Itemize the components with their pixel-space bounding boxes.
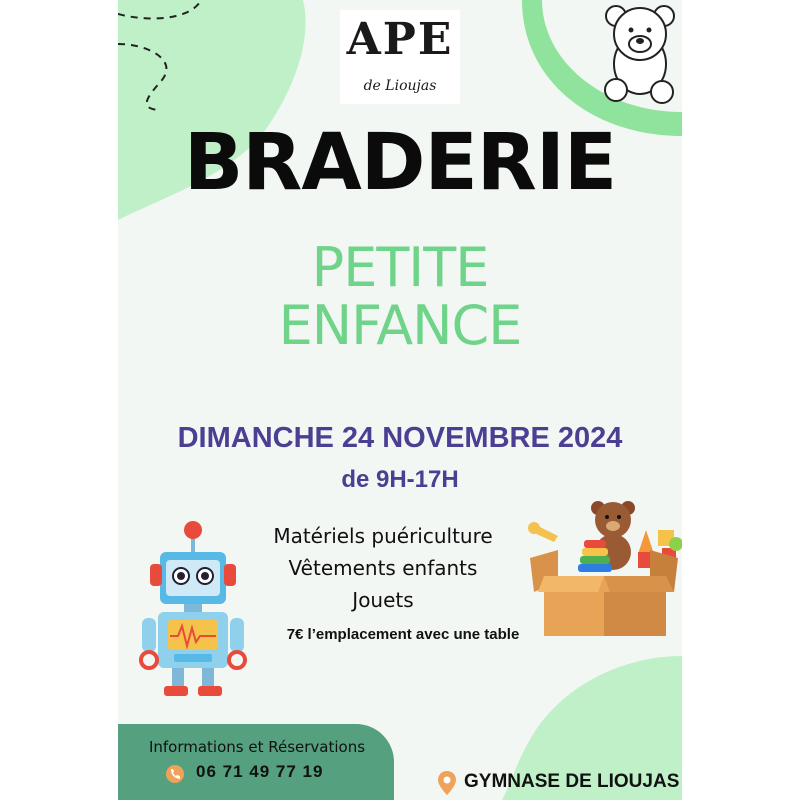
logo: [340, 10, 460, 104]
info-box: [118, 724, 394, 800]
item-children-clothing: Vêtements enfants: [288, 556, 478, 580]
phone-number[interactable]: 06 71 49 77 19: [196, 762, 324, 781]
teddy-bear-icon: [598, 0, 682, 112]
phone-icon: [166, 765, 184, 783]
location-name: GYMNASE DE LIOUJAS: [464, 771, 680, 792]
info-label: Informations et Réservations: [148, 738, 366, 756]
toy-box-icon: [528, 496, 682, 644]
subtitle-line-1: PETITE: [311, 236, 489, 299]
page-title: BRADERIE: [183, 118, 617, 208]
event-hours: de 9H-17H: [341, 466, 459, 493]
price-info: 7€ l’emplacement avec une table: [286, 626, 520, 643]
poster: [118, 0, 682, 800]
logo-sub-text: de Lioujas: [363, 78, 437, 94]
item-toys: Jouets: [352, 588, 414, 612]
robot-icon: [134, 520, 252, 702]
location-pin-icon: [436, 770, 458, 796]
logo-main-text: APE: [346, 14, 454, 65]
event-date: DIMANCHE 24 NOVEMBRE 2024: [177, 422, 623, 454]
subtitle-line-2: ENFANCE: [278, 294, 522, 357]
item-childcare-equipment: Matériels puériculture: [273, 524, 493, 548]
